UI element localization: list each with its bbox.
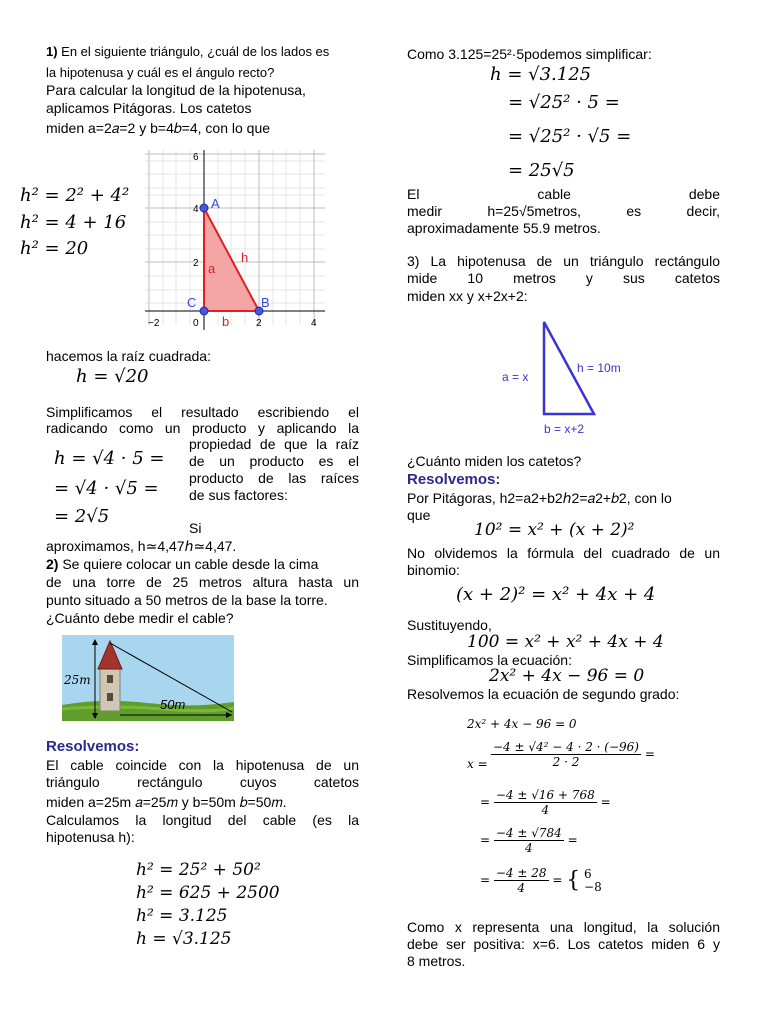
final-answer-line-2: debe ser positiva: x=6. Los catetos miden 6 y bbox=[407, 936, 720, 952]
problem-2-line-4: ¿Cuánto debe medir el cable? bbox=[46, 610, 234, 626]
cable-explanation-line-5: hipotenusa h): bbox=[46, 829, 135, 845]
simplify-right-line-1: propiedad de que la raíz bbox=[189, 436, 359, 452]
red-triangle bbox=[204, 208, 259, 311]
solution-positive: 6 bbox=[584, 866, 592, 881]
side-h-label: h bbox=[241, 250, 249, 265]
point-a-label: A bbox=[211, 196, 220, 211]
cuanto-miden-question: ¿Cuánto miden los catetos? bbox=[407, 453, 582, 469]
problem-1-question-line-2: la hipotenusa y cuál es el ángulo recto? bbox=[46, 65, 275, 80]
simplificamos-ecuacion: Simplificamos la ecuación: bbox=[407, 652, 572, 668]
quadratic-fraction-2 bbox=[494, 788, 597, 817]
cable-length-line-1: El cable debe bbox=[407, 186, 720, 202]
binomio-line-2: binomio: bbox=[407, 562, 460, 578]
pitagoras-intro-line-1: Para calcular la longitud de la hipotenusa, bbox=[46, 82, 306, 98]
point-a-marker bbox=[200, 204, 208, 212]
point-b-label: B bbox=[261, 295, 270, 310]
quadratic-denominator-2: 4 bbox=[541, 803, 550, 817]
y-tick-4: 4 bbox=[193, 204, 199, 215]
problem-3-line-1: 3) La hipotenusa de un triángulo rectángulo bbox=[407, 253, 720, 269]
quadratic-denominator-1: 2 · 2 bbox=[552, 755, 580, 769]
root-intro: hacemos la raíz cuadrada: bbox=[46, 348, 211, 364]
solutions-list bbox=[584, 868, 602, 894]
problem-1-number: 1) bbox=[46, 44, 58, 59]
solution-negative: −8 bbox=[584, 879, 602, 894]
y-tick-0: 0 bbox=[193, 318, 199, 329]
cable-eq-3: h² = 3.125 bbox=[136, 906, 228, 926]
cable-eq-1: h² = 25² + 50² bbox=[136, 860, 261, 880]
blue-right-triangle bbox=[495, 316, 635, 440]
final-answer-line-3: 8 metros. bbox=[407, 953, 466, 969]
cable-explanation-line-4: Calculamos la longitud del cable (es la bbox=[46, 812, 359, 828]
simplify-right-line-3: producto de las raíces bbox=[189, 470, 359, 486]
quadratic-fraction-1 bbox=[491, 740, 641, 769]
problem-2-line-3: punto situado a 50 metros de la base la torre. bbox=[46, 592, 328, 608]
quadratic-x-equals: x = bbox=[467, 757, 488, 771]
cable-length-line-2: medir h=25√5metros, es decir, bbox=[407, 203, 720, 219]
quadratic-denominator-3: 4 bbox=[525, 841, 533, 855]
resolvemos-heading-right: Resolvemos: bbox=[407, 471, 501, 488]
equation-h2-20: h² = 20 bbox=[20, 238, 89, 259]
problem-1-question: En el siguiente triángulo, ¿cuál de los lados es bbox=[57, 44, 330, 59]
problem-3-line-2: mide 10 metros y sus catetos bbox=[407, 270, 720, 286]
hypotenuse-10m-label: h = 10m bbox=[577, 361, 621, 375]
pitagoras-intro-line-2: aplicamos Pitágoras. Los catetos bbox=[46, 100, 252, 116]
equation-sqrt-4-times-5: h = √4 · 5 = bbox=[54, 448, 165, 469]
problem-2-number: 2) bbox=[46, 556, 59, 572]
equation-sqrt-4-sqrt-5: = √4 · √5 = bbox=[54, 478, 159, 499]
solutions-brace: { bbox=[566, 868, 581, 893]
quadratic-step-1: $\frac{\text{−4 ± √4² − 4 · 2 · (−96)}}{2 \cdot 2}$ = bbox=[493, 740, 655, 769]
simplify-eq-3: = √25² · √5 = bbox=[508, 126, 632, 147]
quadratic-numerator-2: −4 ± √16 + 768 bbox=[495, 788, 595, 802]
pitagoras-equation: 10² = x² + (x + 2)² bbox=[474, 520, 635, 540]
problem-3-line-3: miden xx y x+2x+2: bbox=[407, 288, 528, 304]
cable-eq-2: h² = 625 + 2500 bbox=[136, 883, 280, 903]
simplify-right-line-2: de un producto es el bbox=[189, 453, 359, 469]
quadratic-numerator-1: −4 ± √4² − 4 · 2 · (−96) bbox=[493, 740, 639, 754]
simplify-line-1: Simplificamos el resultado escribiendo el bbox=[46, 404, 359, 420]
equation-2-sqrt-5: = 2√5 bbox=[54, 506, 110, 527]
quadratic-fraction-4 bbox=[494, 866, 549, 895]
tower-body bbox=[100, 667, 120, 711]
cable-eq-4: h = √3.125 bbox=[136, 929, 232, 949]
tower-cable-illustration bbox=[62, 635, 234, 721]
point-c-marker bbox=[200, 307, 208, 315]
simplify-eq-4: = 25√5 bbox=[508, 160, 575, 181]
binomio-equation: (x + 2)² = x² + 4x + 4 bbox=[456, 584, 656, 605]
point-c-label: C bbox=[187, 295, 197, 310]
como-simplificar: Como 3.125=25²·5podemos simplificar: bbox=[407, 46, 652, 62]
simplify-eq-1: h = √3.125 bbox=[490, 64, 592, 85]
simplify-right-line-4: de sus factores: bbox=[189, 487, 288, 503]
equation-sqrt-20: h = √20 bbox=[76, 366, 149, 387]
triangle-coordinate-graph bbox=[140, 145, 330, 335]
resolvemos-segundo-grado: Resolvemos la ecuación de segundo grado: bbox=[407, 686, 680, 702]
quadratic-step-2: = $\frac{-4 \pm √16 + 768}{4}$ = bbox=[480, 788, 611, 817]
side-b-label: b bbox=[222, 314, 230, 329]
resolvemos-heading-left: Resolvemos: bbox=[46, 738, 140, 755]
quadratic-eq: 2x² + 4x − 96 = 0 bbox=[467, 717, 577, 731]
simplify-eq-2: = √25² · 5 = bbox=[508, 92, 620, 113]
cable-explanation-line-3: miden a=25m 𝑎=25𝑚 y b=50m 𝑏=50𝑚. bbox=[46, 794, 287, 810]
x-tick-minus-2: −2 bbox=[148, 318, 160, 329]
approximation-line: aproximamos, h≃4,47ℎ≃4,47. bbox=[46, 538, 237, 554]
x-tick-2: 2 bbox=[256, 318, 262, 329]
quadratic-numerator-4: −4 ± 28 bbox=[495, 866, 547, 880]
simplified-equation: 2x² + 4x − 96 = 0 bbox=[489, 666, 645, 686]
final-answer-line-1: Como x representa una longitud, la solución bbox=[407, 919, 720, 935]
cable-length-line-3: aproximadamente 55.9 metros. bbox=[407, 220, 601, 236]
equation-h2-sum: h² = 2² + 4² bbox=[20, 185, 130, 206]
problem-2-line-1 bbox=[46, 556, 318, 573]
tower-height-label: 25m bbox=[64, 673, 91, 687]
problem-1-question-line-1 bbox=[46, 42, 329, 62]
side-a-label: a bbox=[208, 261, 216, 276]
side-b-x-plus-2-label: b = x+2 bbox=[544, 422, 585, 436]
si-word: Si bbox=[189, 520, 202, 536]
quadratic-denominator-4: 4 bbox=[517, 881, 526, 895]
base-distance-label: 50m bbox=[160, 697, 186, 712]
binomio-line-1: No olvidemos la fórmula del cuadrado de un bbox=[407, 545, 720, 561]
sustituyendo: Sustituyendo, bbox=[407, 617, 492, 633]
quadratic-step-4: = $\frac{-4 \pm 28}{4}$ = { 6 −8 bbox=[480, 866, 602, 895]
y-tick-2: 2 bbox=[193, 258, 199, 269]
y-tick-6: 6 bbox=[193, 152, 199, 163]
sustituyendo-equation: 100 = x² + x² + 4x + 4 bbox=[467, 632, 664, 652]
pitagoras-line-2: que bbox=[407, 507, 431, 523]
equation-h2-4-16: h² = 4 + 16 bbox=[20, 212, 127, 233]
cable-explanation-line-1: El cable coincide con la hipotenusa de un bbox=[46, 757, 359, 773]
x-tick-4: 4 bbox=[311, 318, 317, 329]
side-a-x-label: a = x bbox=[502, 370, 529, 384]
pitagoras-intro-line-3: miden a=2𝑎=2 y b=4𝑏=4, con lo que bbox=[46, 120, 271, 136]
quadratic-fraction-3 bbox=[494, 826, 564, 855]
problem-2-text: Se quiere colocar un cable desde la cima bbox=[58, 556, 319, 572]
quadratic-step-3: = $\frac{-4 \pm √784}{4}$ = bbox=[480, 826, 578, 855]
cable-explanation-line-2: triángulo rectángulo cuyos catetos bbox=[46, 774, 359, 790]
problem-2-line-2: de una torre de 25 metros altura hasta un bbox=[46, 574, 359, 590]
quadratic-numerator-3: −4 ± √784 bbox=[495, 826, 562, 840]
simplify-line-2: radicando como un producto y aplicando la bbox=[46, 420, 359, 436]
sky bbox=[62, 635, 234, 705]
pitagoras-line-1: Por Pitágoras, h2=a2+b2ℎ2=𝑎2+𝑏2, con lo bbox=[407, 490, 672, 506]
